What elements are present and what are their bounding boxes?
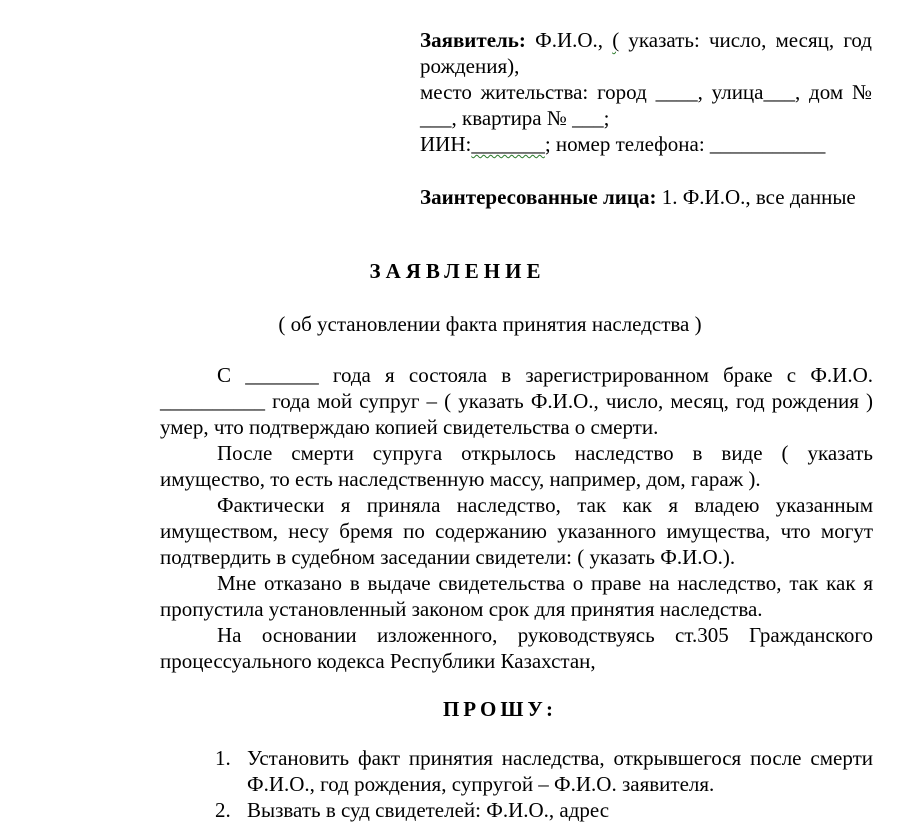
paragraph: Фактически я приняла наследство, так как я владею указанным имуществом, несу бремя по содержанию указанного имущества, что могут подтвердить в судебном заседании свидетели: ( указать Ф.И.О.).: [160, 493, 873, 569]
residence-line: место жительства: город ____, улица___, дом № ___, квартира № ___;: [420, 80, 872, 130]
request-list: [215, 745, 873, 823]
iin-blank: _______: [471, 132, 545, 156]
applicant-line: [420, 27, 872, 79]
list-number: 1.: [215, 746, 231, 770]
applicant-birth: указать: число, месяц, год рождения),: [420, 28, 872, 78]
applicant-paren: (: [612, 28, 620, 52]
paragraph: Мне отказано в выдаче свидетельства о праве на наследство, так как я пропустила установленный законом срок для принятия наследства.: [160, 571, 873, 621]
paragraph: С _______ года я состояла в зарегистрированном браке с Ф.И.О. __________ года мой супруг – ( указать Ф.И.О., число, месяц, год рождения ) умер, что подтверждаю копией свидетельства о смерти.: [160, 363, 873, 439]
iin-label: ИИН:: [420, 132, 472, 156]
paragraph: После смерти супруга открылось наследство в виде ( указать имущество, то есть наследственную массу, например, дом, гараж ).: [160, 441, 873, 491]
document-subtitle: ( об установлении факта принятия наследства ): [278, 312, 702, 336]
list-item: [215, 797, 873, 823]
interested-text: 1. Ф.И.О., все данные: [656, 185, 856, 209]
interested-line: [420, 184, 872, 210]
statement-body: [160, 362, 873, 674]
list-text: Вызвать в суд свидетелей: Ф.И.О., адрес: [247, 798, 610, 822]
applicant-label: Заявитель:: [420, 28, 526, 52]
document-title: ЗАЯВЛЕНИЕ: [369, 259, 546, 283]
request-title: ПРОШУ:: [442, 697, 558, 721]
applicant-name: Ф.И.О.,: [525, 28, 613, 52]
phone-text: ; номер телефона: ___________: [544, 132, 826, 156]
list-item: [215, 745, 873, 797]
paragraph: На основании изложенного, руководствуясь ст.305 Гражданского процессуального кодекса Республики Казахстан,: [160, 623, 873, 673]
list-text: Установить факт принятия наследства, открывшегося после смерти Ф.И.О., год рождения, супругой – Ф.И.О. заявителя.: [247, 746, 873, 796]
interested-label: Заинтересованные лица:: [420, 185, 657, 209]
iin-line: [420, 131, 872, 157]
list-number: 2.: [215, 798, 231, 822]
applicant-header: [420, 27, 872, 210]
